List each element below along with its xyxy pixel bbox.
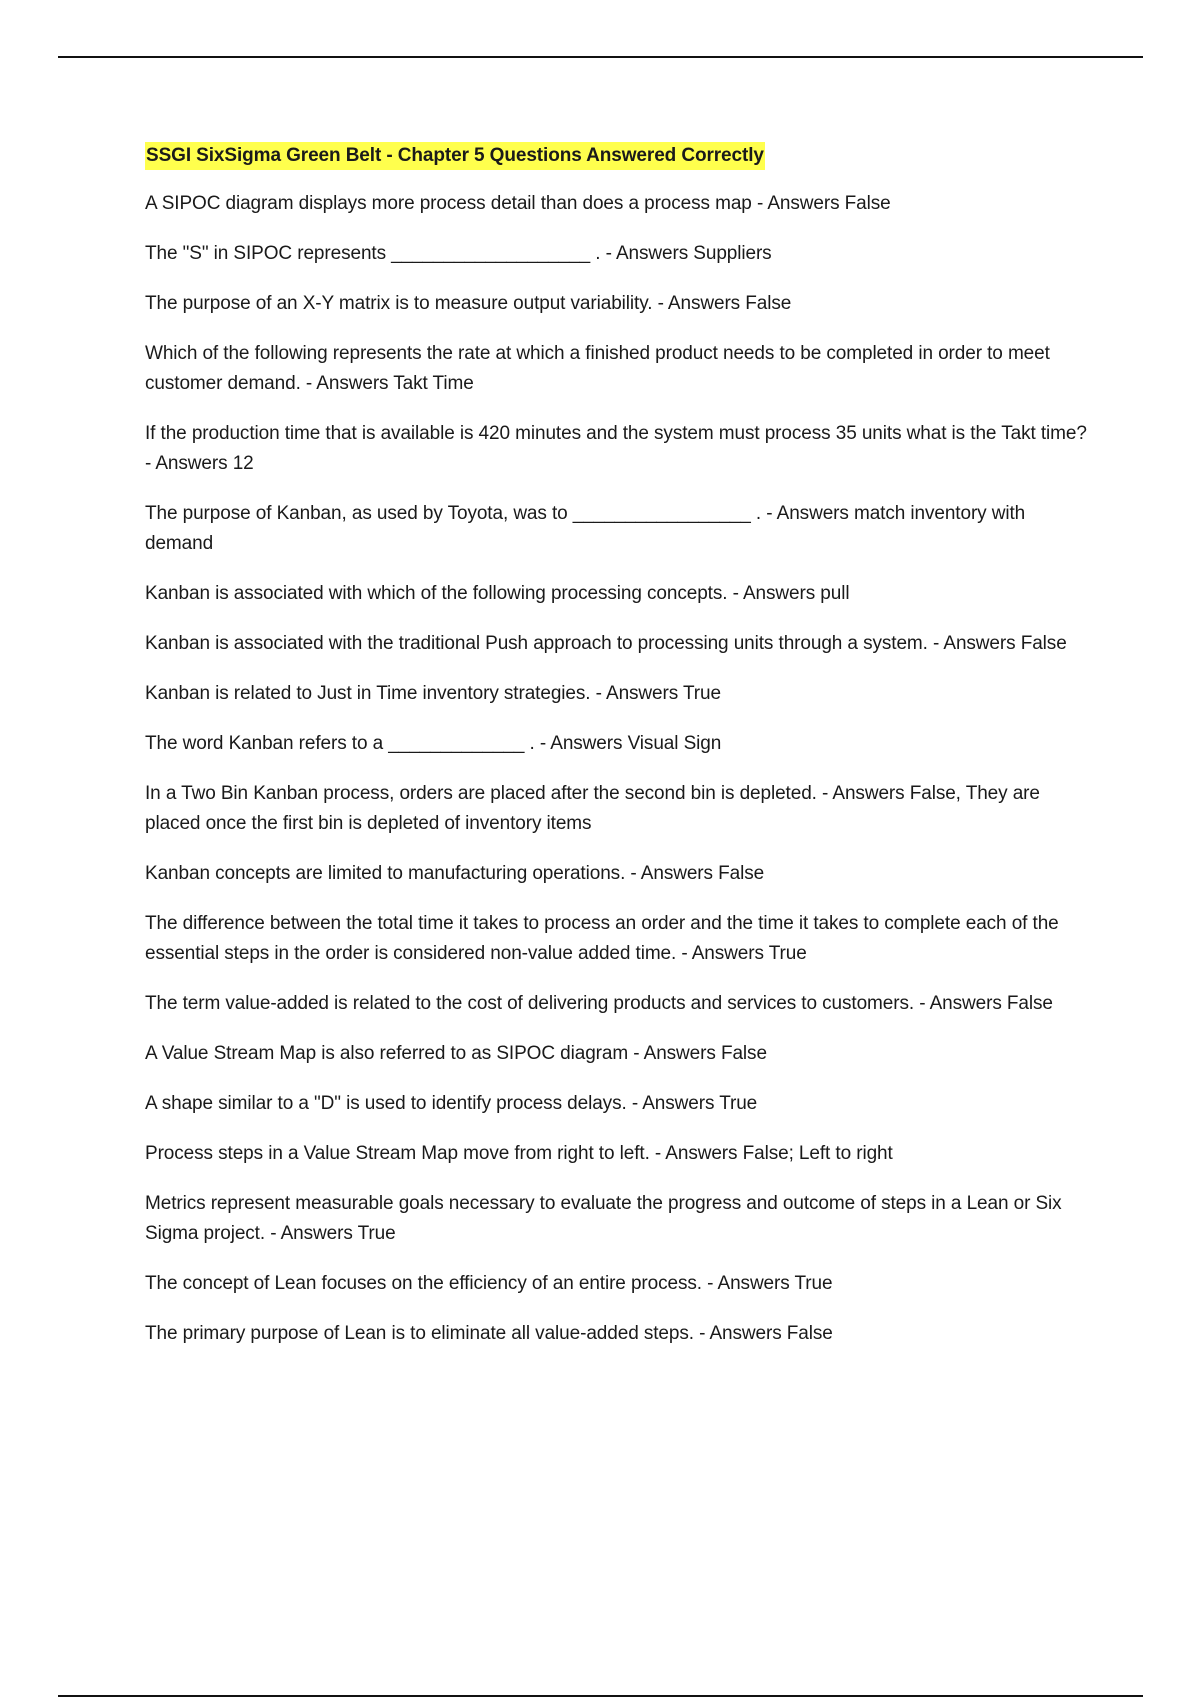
qa-item: A shape similar to a "D" is used to identify process delays. - Answers True (145, 1093, 758, 1114)
qa-item: The purpose of an X-Y matrix is to measure output variability. - Answers False (145, 293, 792, 314)
footer-rule (58, 1695, 1143, 1697)
qa-item: Kanban is associated with the traditional Push approach to processing units through a system. - Answers False (145, 633, 1067, 654)
document-title: SSGI SixSigma Green Belt - Chapter 5 Questions Answered Correctly (145, 142, 765, 170)
qa-item: A Value Stream Map is also referred to as SIPOC diagram - Answers False (145, 1043, 767, 1064)
qa-item: The purpose of Kanban, as used by Toyota, was to _________________ . - Answers match inventory with demand (145, 503, 1026, 554)
qa-item: In a Two Bin Kanban process, orders are placed after the second bin is depleted. - Answers False, They are placed once the first bin is depleted of inventory items (145, 783, 1040, 834)
qa-item: Kanban is associated with which of the following processing concepts. - Answers pull (145, 583, 850, 604)
qa-item: A SIPOC diagram displays more process detail than does a process map - Answers False (145, 193, 891, 214)
qa-item: Kanban is related to Just in Time inventory strategies. - Answers True (145, 683, 721, 704)
qa-item: If the production time that is available is 420 minutes and the system must process 35 units what is the Takt time? - Answers 12 (145, 423, 1087, 474)
qa-item: The difference between the total time it takes to process an order and the time it takes to complete each of the essential steps in the order is considered non-value added time. - Answers True (145, 913, 1059, 964)
qa-item: Metrics represent measurable goals necessary to evaluate the progress and outcome of steps in a Lean or Six Sigma project. - Answers True (145, 1193, 1062, 1244)
qa-item: Kanban concepts are limited to manufacturing operations. - Answers False (145, 863, 765, 884)
qa-item: Process steps in a Value Stream Map move from right to left. - Answers False; Left to right (145, 1143, 893, 1164)
qa-item: The concept of Lean focuses on the efficiency of an entire process. - Answers True (145, 1273, 833, 1294)
document-body (145, 142, 1090, 1369)
qa-item: The word Kanban refers to a _____________ . - Answers Visual Sign (145, 733, 722, 754)
qa-item: Which of the following represents the rate at which a finished product needs to be completed in order to meet customer demand. - Answers Takt Time (145, 343, 1050, 394)
qa-item: The term value-added is related to the cost of delivering products and services to customers. - Answers False (145, 993, 1053, 1014)
qa-item: The primary purpose of Lean is to eliminate all value-added steps. - Answers False (145, 1323, 833, 1344)
qa-item: The "S" in SIPOC represents ___________________ . - Answers Suppliers (145, 243, 772, 264)
header-rule (58, 56, 1143, 58)
